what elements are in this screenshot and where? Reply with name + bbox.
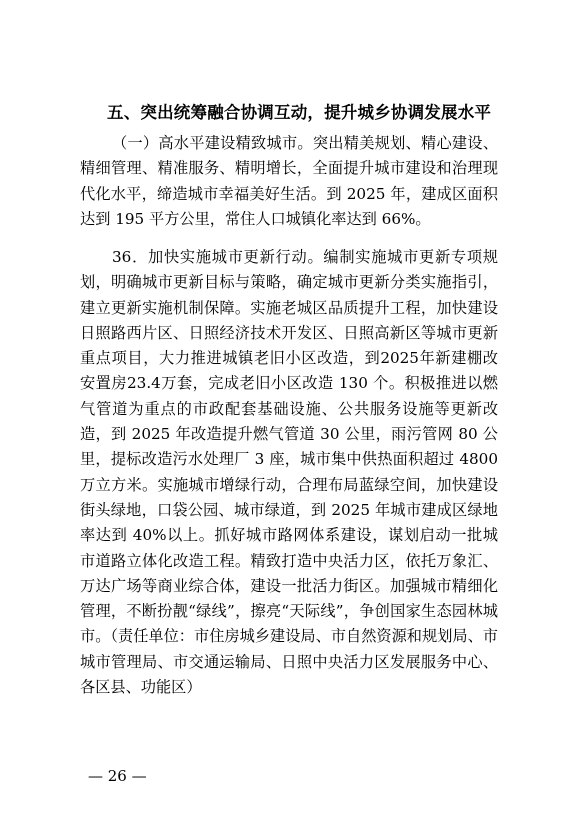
section-heading: 五、突出统筹融合协调互动，提升城乡协调发展水平 bbox=[107, 103, 492, 122]
paragraph-urban-renewal-action: 36．加快实施城市更新行动。编制实施城市更新专项规划，明确城市更新目标与策略，确定城市更新分类实施指引，建立更新实施机制保障。实施老城区品质提升工程，加快建设日照路西片区、日照经济技术开发区、日照高新区等城市更新重点项目，大力推进城镇老旧小区改造，到2025年新建棚改安置房23.4万套，完成老旧小区改造 130 个。积极推进以燃气管道为重点的市政配套基础设施、公共服务设施等更新改造，到 2025 年改造提升燃气管道 30 公里，雨污管网 80 公里，提标改造污水处理厂 3 座，城市集中供热面积超过 4800 万立方米。实施城市增绿行动，合理布局蓝绿空间，加快建设街头绿地，口袋公园、城市绿道，到 2025 年城市建成区绿地率达到 40%以上。抓好城市路网体系建设，谋划启动一批城市道路立体化改造工程。精致打造中央活力区，依托万象汇、万达广场等商业综合体，建设一批活力街区。加强城市精细化管理，不断扮靓“绿线”，擦亮“天际线”，争创国家生态园林城市。（责任单位：市住房城乡建设局、市自然资源和规划局、市城市管理局、市交通运输局、日照中央活力区发展服务中心、各区县、功能区） bbox=[80, 248, 498, 697]
paragraph-urban-construction-goal: （一）高水平建设精致城市。突出精美规划、精心建设、精细管理、精准服务、精明增长，全面提升城市建设和治理现代化水平，缔造城市幸福美好生活。到 2025 年，建成区面积达到 195 平方公里，常住人口城镇化率达到 66%。 bbox=[80, 134, 498, 228]
page-number: — 26 — bbox=[88, 767, 147, 785]
